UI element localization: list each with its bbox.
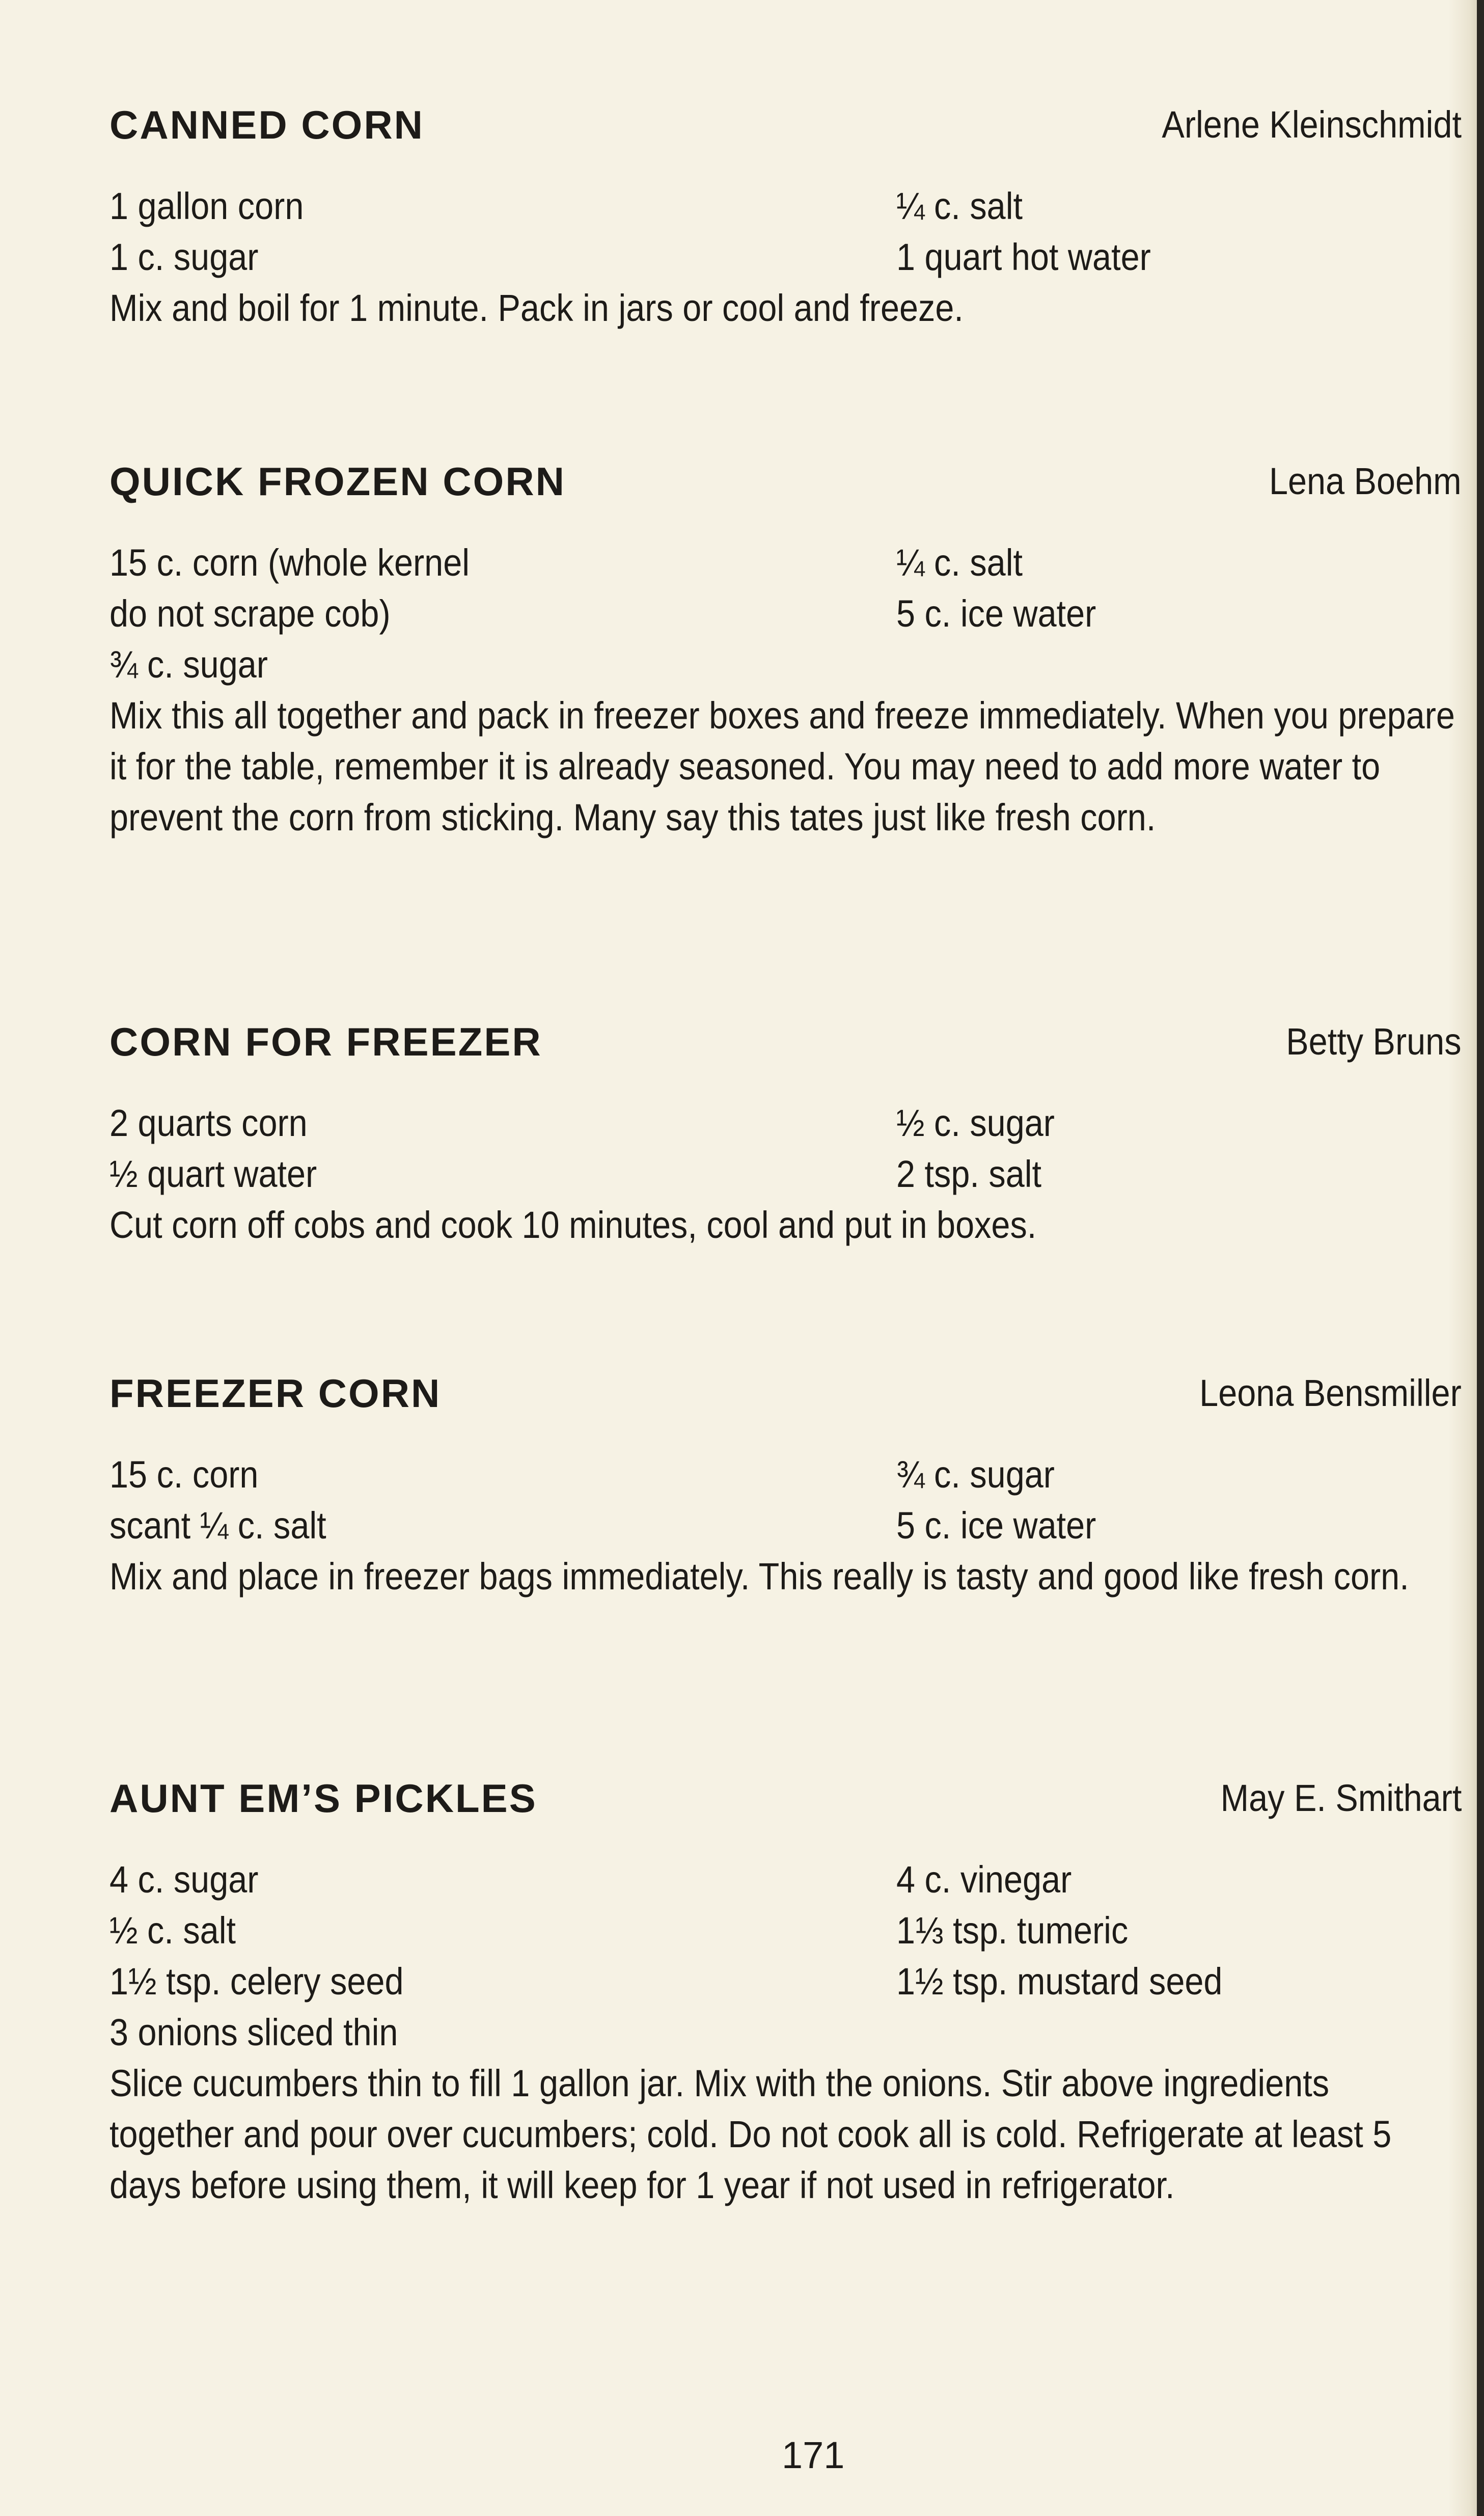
ingredient-left: do not scrape cob) (109, 592, 391, 635)
ingredient-left: ¾ c. sugar (109, 643, 268, 686)
recipe-author: Leona Bensmiller (1199, 1372, 1462, 1414)
ingredient-row (109, 1098, 1462, 1149)
ingredient-row (109, 1449, 1462, 1500)
recipe-instructions: Mix and place in freezer bags immediately. This really is tasty and good like fresh corn. (109, 1555, 1409, 1598)
page-binding-edge (1477, 0, 1484, 2516)
recipe-instructions: Cut corn off cobs and cook 10 minutes, cool and put in boxes. (109, 1204, 1037, 1246)
recipe-instructions: Mix and boil for 1 minute. Pack in jars or cool and freeze. (109, 287, 964, 329)
ingredient-left: ½ quart water (109, 1153, 317, 1195)
recipe-title: CORN FOR FREEZER (109, 1019, 542, 1064)
ingredient-list (109, 1449, 1462, 1551)
ingredient-left: 4 c. sugar (109, 1858, 259, 1901)
recipe-author: Betty Bruns (1286, 1020, 1462, 1063)
ingredient-row (109, 2007, 1462, 2058)
recipe-author: Arlene Kleinschmidt (1162, 103, 1462, 146)
ingredient-row (109, 181, 1462, 232)
ingredient-left: scant ¼ c. salt (109, 1504, 326, 1547)
ingredient-left: 15 c. corn (109, 1453, 259, 1496)
ingredient-row (109, 537, 1462, 588)
recipe-header (109, 453, 1462, 509)
ingredient-list (109, 537, 1462, 690)
ingredient-left: ½ c. salt (109, 1909, 236, 1952)
ingredient-right: 5 c. ice water (896, 1504, 1096, 1547)
recipe-author: May E. Smithart (1220, 1777, 1462, 1819)
recipe-instructions: Mix this all together and pack in freezer boxes and freeze immediately. When you prepare it for the table, remember it is already seasoned. You may need to add more water to prevent the corn from sticking. Many say this tates just like fresh corn. (109, 694, 1455, 838)
recipe-title: FREEZER CORN (109, 1371, 442, 1416)
ingredient-left: 1 c. sugar (109, 236, 259, 278)
recipe-header (109, 1365, 1462, 1421)
recipe-title: QUICK FROZEN CORN (109, 459, 566, 504)
ingredient-right: 2 tsp. salt (896, 1153, 1042, 1195)
ingredient-right: 1 quart hot water (896, 236, 1151, 278)
recipe-header (109, 97, 1462, 153)
ingredient-list (109, 1854, 1462, 2058)
recipe-header (109, 1770, 1462, 1826)
ingredient-row (109, 639, 1462, 690)
ingredient-row (109, 588, 1462, 639)
ingredient-row (109, 1956, 1462, 2007)
ingredient-right: ¼ c. salt (896, 185, 1023, 227)
ingredient-left: 3 onions sliced thin (109, 2011, 398, 2053)
ingredient-row (109, 1905, 1462, 1956)
ingredient-right: 5 c. ice water (896, 592, 1096, 635)
recipe-instructions: Slice cucumbers thin to fill 1 gallon jar. Mix with the onions. Stir above ingredients together and pour over cucumbers; cold. Do not cook all is cold. Refrigerate at least 5 days before using them, it will keep for 1 year if not used in refrigerator. (109, 2062, 1392, 2206)
ingredient-right: ¼ c. salt (896, 542, 1023, 584)
ingredient-row (109, 1500, 1462, 1551)
ingredient-right: ¾ c. sugar (896, 1453, 1055, 1496)
ingredient-list (109, 1098, 1462, 1200)
ingredient-left: 2 quarts corn (109, 1102, 308, 1144)
ingredient-right: 4 c. vinegar (896, 1858, 1072, 1901)
ingredient-right: 1½ tsp. mustard seed (896, 1960, 1223, 2003)
ingredient-list (109, 181, 1462, 283)
recipe-aunt-ems-pickles (109, 1770, 1462, 2211)
ingredient-right: ½ c. sugar (896, 1102, 1055, 1144)
ingredient-left: 15 c. corn (whole kernel (109, 542, 470, 584)
ingredient-row (109, 232, 1462, 283)
ingredient-right: 1⅓ tsp. tumeric (896, 1909, 1129, 1952)
recipe-canned-corn (109, 97, 1462, 334)
ingredient-row (109, 1149, 1462, 1200)
recipe-title: AUNT EM’S PICKLES (109, 1776, 537, 1821)
recipe-author: Lena Boehm (1269, 460, 1462, 502)
ingredient-row (109, 1854, 1462, 1905)
page-number: 171 (782, 2434, 845, 2476)
ingredient-left: 1 gallon corn (109, 185, 304, 227)
recipe-title: CANNED CORN (109, 102, 424, 147)
recipe-corn-for-freezer (109, 1014, 1462, 1251)
recipe-quick-frozen-corn (109, 453, 1462, 843)
recipe-header (109, 1014, 1462, 1070)
recipe-freezer-corn (109, 1365, 1462, 1602)
ingredient-left: 1½ tsp. celery seed (109, 1960, 404, 2003)
